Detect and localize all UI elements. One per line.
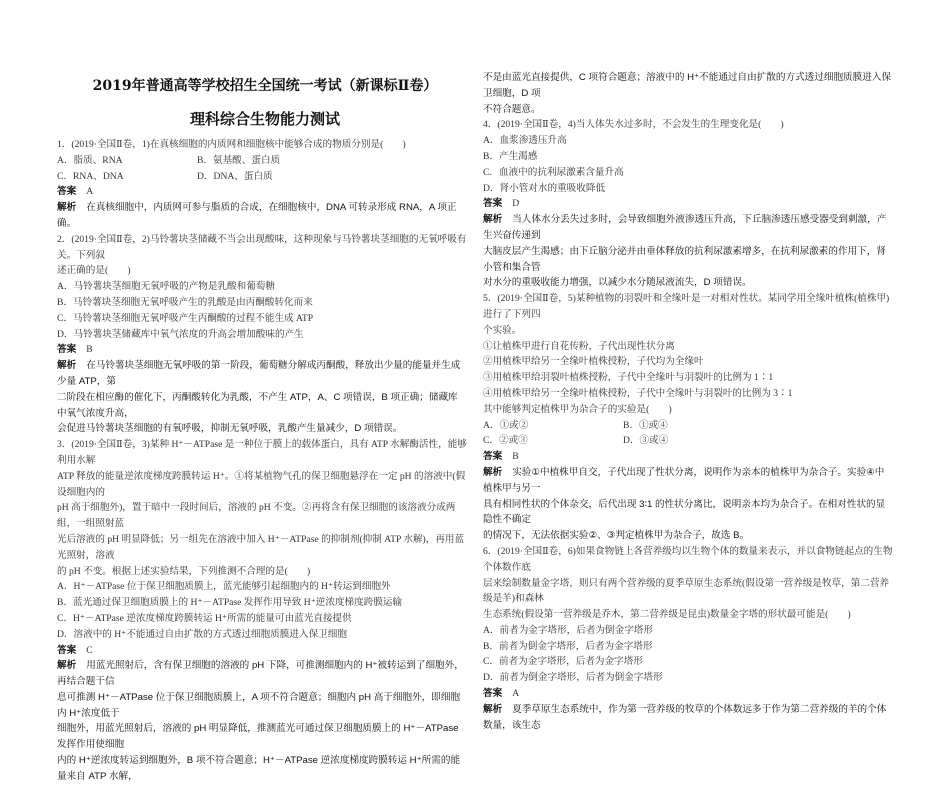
answer-line: [57, 342, 467, 358]
answer-value: A: [512, 688, 520, 700]
option-item: C．②或③: [483, 435, 528, 447]
answer-line: [483, 686, 893, 702]
explanation-text: 在马铃薯块茎细胞无氧呼吸的第一阶段，葡萄糖分解成丙酮酸，释放出少量的能量并生成少量 ATP，第: [57, 360, 461, 387]
answer-label: 答案: [57, 186, 77, 198]
explanation-line: [57, 390, 467, 422]
question-line: ①让植株甲进行自花传粉，子代出现性状分离: [483, 340, 675, 352]
explanation-line: [57, 421, 467, 437]
question-line: B．蓝光通过保卫细胞质膜上的 H⁺－ATPase 发挥作用导致 H⁺逆浓度梯度跨膜运输: [57, 597, 403, 609]
question-line: D．前者为倒金字塔形，后者为倒金字塔形: [483, 672, 663, 684]
explanation-label: 解析: [483, 214, 503, 226]
answer-line: [483, 449, 893, 465]
question-line: ②用植株甲给另一全缘叶植株授粉，子代均为全缘叶: [483, 356, 704, 368]
question-line: 其中能够判定植株甲为杂合子的实验是( ): [483, 403, 672, 415]
option-item: B．氨基酸、蛋白质: [197, 154, 281, 166]
option-item: C．RNA、DNA: [57, 170, 124, 182]
explanation-line: [483, 702, 893, 734]
question-line: C．H⁺－ATPase 逆浓度梯度跨膜转运 H⁺所需的能量可由蓝光直接提供: [57, 612, 352, 624]
right-column: [483, 70, 893, 733]
options-row: [57, 169, 467, 185]
explanation-line: [57, 658, 467, 690]
answer-label: 答案: [57, 644, 77, 656]
options-row: [483, 433, 893, 449]
question-line: 1．(2019·全国Ⅱ卷，1)在真核细胞的内质网和细胞核中能够合成的物质分别是( ): [57, 139, 406, 150]
question-line: B．前者为倒金字塔形，后者为金字塔形: [483, 640, 653, 652]
document-subtitle: 理科综合生物能力测试: [189, 110, 340, 128]
explanation-line: [57, 753, 467, 785]
question-line: D．溶液中的 H⁺不能通过自由扩散的方式透过细胞质膜进入保卫细胞: [57, 628, 347, 640]
question-line: ATP 释放的能量逆浓度梯度跨膜转运 H⁺。①将某植物气孔的保卫细胞悬浮在一定 pH 的溶液中(假设细胞内的: [57, 470, 466, 498]
document-title: 2019年普通高等学校招生全国统一考试（新课标Ⅱ卷）: [92, 78, 438, 94]
explanation-line: [483, 212, 893, 244]
question-line: A．血浆渗透压升高: [483, 135, 567, 147]
question-line: A．马铃薯块茎细胞无氧呼吸的产物是乳酸和葡萄糖: [57, 281, 275, 293]
explanation-text: 当人体水分丢失过多时，会导致细胞外液渗透压升高，下丘脑渗透压感受器受到刺激，产生兴奋传递到: [483, 214, 887, 241]
question-line: 层来绘制数量金字塔，则只有两个营养级的夏季草原生态系统(假设第一营养级是牧草，第二营养级是羊)和森林: [483, 577, 890, 605]
explanation-label: 解析: [57, 660, 77, 672]
options-row: [57, 153, 467, 169]
explanation-label: 解析: [57, 202, 77, 214]
explanation-text: 不是由蓝光直接提供，C 项符合题意；溶液中的 H⁺不能通过自由扩散的方式透过细胞质膜进入保卫细胞，D 项: [483, 72, 892, 99]
option-item: A．脂质、RNA: [57, 154, 123, 166]
answer-value: D: [512, 198, 520, 210]
question-line: pH 高于细胞外)，置于暗中一段时间后，溶液的 pH 不变。②再将含有保卫细胞的该溶液分成两组，一组照射蓝: [57, 502, 456, 530]
answer-line: [57, 643, 467, 659]
answer-label: 答案: [57, 344, 77, 356]
explanation-line: [57, 690, 467, 722]
answer-label: 答案: [483, 198, 503, 210]
explanation-text: 夏季草原生态系统中，作为第一营养级的牧草的个体数远多于作为第二营养级的羊的个体数量，该生态: [483, 703, 887, 731]
explanation-label: 解析: [57, 360, 77, 372]
answer-label: 答案: [483, 688, 503, 700]
option-item: D．③或④: [623, 435, 669, 447]
explanation-line: [483, 244, 893, 276]
question-line: ③用植株甲给羽裂叶植株授粉，子代中全缘叶与羽裂叶的比例为 1∶1: [483, 372, 774, 384]
question-line: D．马铃薯块茎储藏库中氧气浓度的升高会增加酸味的产生: [57, 328, 304, 340]
explanation-line: [57, 200, 467, 232]
question-line: C．马铃薯块茎细胞无氧呼吸产生丙酮酸的过程不能生成 ATP: [57, 312, 314, 324]
answer-label: 答案: [483, 451, 503, 463]
answer-line: [57, 184, 467, 200]
explanation-text: 用蓝光照射后，含有保卫细胞的溶液的 pH 下降，可推测细胞内的 H⁺被转运到了细胞外，再结合题干信: [57, 660, 464, 688]
explanation-line: [483, 497, 893, 529]
question-line: B．马铃薯块茎细胞无氧呼吸产生的乳酸是由丙酮酸转化而来: [57, 296, 313, 308]
question-line: C．血液中的抗利尿激素含量升高: [483, 166, 624, 178]
explanation-text: 细胞外，用蓝光照射后，溶液的 pH 明显降低，推测蓝光可通过保卫细胞质膜上的 H⁺－ATPase 发挥作用使细胞: [57, 723, 459, 751]
explanation-text: 具有相同性状的个体杂交，后代出现 3∶1 的性状分离比，说明亲本均为杂合子。在相对性状的显隐性不确定: [483, 498, 886, 526]
explanation-text: 息可推测 H⁺－ATPase 位于保卫细胞质膜上，A 项不符合题意；细胞内 pH 高于细胞外，即细胞内 H⁺浓度低于: [57, 691, 461, 719]
question-line: 6．(2019·全国Ⅱ卷，6)如果食物链上各营养级均以生物个体的数量来表示，并以食物链起点的生物个体数作底: [483, 545, 893, 573]
explanation-text: 内的 H⁺逆浓度转运到细胞外，B 项不符合题意；H⁺－ATPase 逆浓度梯度跨膜转运 H⁺所需的能量来自 ATP 水解，: [57, 755, 461, 782]
explanation-line: [57, 721, 467, 753]
question-line: 5．(2019·全国Ⅱ卷，5)某种植物的羽裂叶和全缘叶是一对相对性状。某同学用全缘叶植株(植株甲)进行了下列四: [483, 293, 890, 320]
explanation-line: [483, 70, 893, 102]
option-item: B．①或④: [623, 419, 668, 431]
question-line: 3．(2019·全国Ⅱ卷，3)某种 H⁺－ATPase 是一种位于膜上的载体蛋白，具有 ATP 水解酶活性，能够利用水解: [57, 439, 467, 466]
explanation-text: 二阶段在相应酶的催化下，丙酮酸转化为乳酸，不产生 ATP，A、C 项错误，B 项正确；储藏库中氧气浓度升高，: [57, 391, 458, 419]
question-line: ④用植株甲给另一全缘叶植株授粉，子代中全缘叶与羽裂叶的比例为 3∶1: [483, 387, 793, 399]
explanation-text: 对水分的重吸收能力增强，以减少水分随尿液流失，D 项错误。: [483, 277, 752, 289]
question-line: D．肾小管对水的重吸收降低: [483, 182, 606, 194]
explanation-line: [483, 102, 893, 118]
question-line: 个实验。: [483, 324, 522, 336]
answer-value: B: [86, 344, 93, 356]
explanation-text: 实验①中植株甲自交，子代出现了性状分离，说明作为亲本的植株甲为杂合子。实验④中植株甲与另一: [483, 466, 885, 494]
question-line: 述正确的是( ): [57, 265, 131, 277]
explanation-line: [483, 465, 893, 497]
option-item: A．①或②: [483, 419, 529, 431]
question-line: 生态系统(假设第一营养级是乔木，第二营养级是昆虫)数量金字塔的形状最可能是( ): [483, 609, 851, 621]
option-item: D．DNA、蛋白质: [197, 170, 273, 182]
left-column: [57, 137, 467, 785]
question-line: A．H⁺－ATPase 位于保卫细胞质膜上，蓝光能够引起细胞内的 H⁺转运到细胞外: [57, 581, 391, 593]
question-line: A．前者为金字塔形，后者为倒金字塔形: [483, 624, 654, 636]
answer-line: [483, 196, 893, 212]
explanation-text: 不符合题意。: [483, 103, 541, 115]
explanation-text: 会促进马铃薯块茎细胞的有氧呼吸，抑制无氧呼吸，乳酸产生量减少，D 项错误。: [57, 423, 403, 435]
question-line: 光后溶液的 pH 明显降低；另一组先在溶液中加入 H⁺－ATPase 的抑制剂(抑制 ATP 水解)，再用蓝光照射，溶液: [57, 533, 465, 561]
question-line: 2．(2019·全国Ⅱ卷，2)马铃薯块茎储藏不当会出现酸味，这种现象与马铃薯块茎细胞的无氧呼吸有关。下列叙: [57, 233, 467, 261]
explanation-line: [57, 358, 467, 390]
question-line: 4．(2019·全国Ⅱ卷，4)当人体失水过多时，不会发生的生理变化是( ): [483, 119, 784, 131]
options-row: [483, 418, 893, 434]
explanation-line: [483, 275, 893, 291]
answer-value: B: [512, 451, 519, 463]
explanation-label: 解析: [483, 703, 503, 715]
explanation-line: [483, 528, 893, 544]
question-line: C．前者为金字塔形，后者为金字塔形: [483, 656, 643, 668]
explanation-text: 在真核细胞中，内质网可参与脂质的合成，在细胞核中，DNA 可转录形成 RNA，A 项正确。: [57, 202, 457, 229]
explanation-text: 大脑皮层产生渴感；由下丘脑分泌并由垂体释放的抗利尿激素增多，在抗利尿激素的作用下，肾小管和集合管: [483, 245, 886, 273]
answer-value: C: [86, 644, 93, 656]
explanation-label: 解析: [483, 466, 503, 478]
question-line: B．产生渴感: [483, 150, 538, 162]
answer-value: A: [86, 186, 94, 198]
question-line: 的 pH 不变。根据上述实验结果，下列推测不合理的是( ): [57, 565, 311, 577]
explanation-text: 的情况下，无法依据实验②、③判定植株甲为杂合子，故选 B。: [483, 530, 750, 542]
